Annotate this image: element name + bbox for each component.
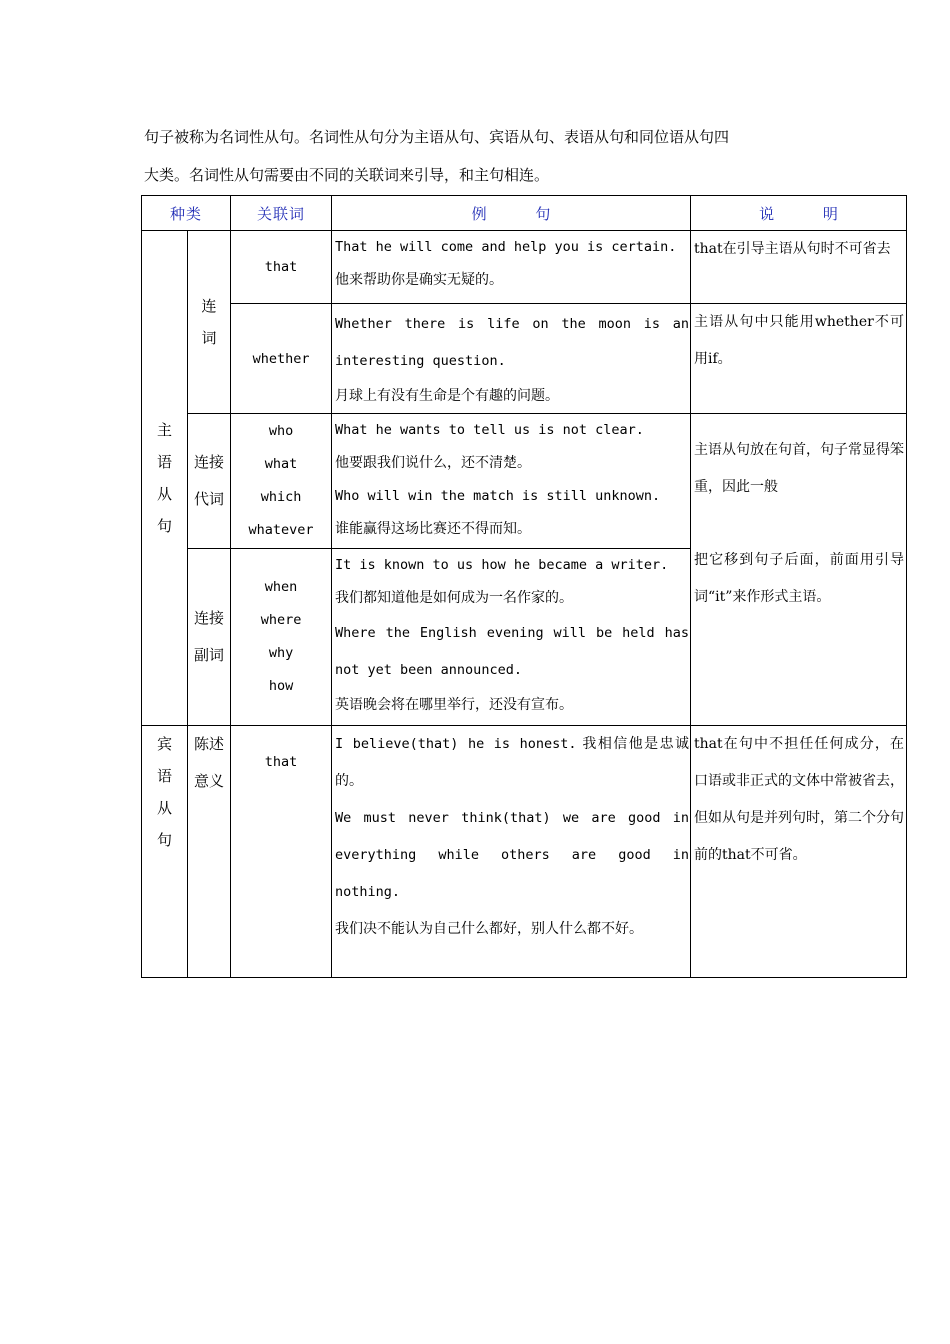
header-note: 说 明 <box>691 196 907 231</box>
object-clause-label: 宾 语 从 句 <box>142 726 188 978</box>
intro-line-2: 大类。名词性从句需要由不同的关联词来引导，和主句相连。 <box>144 166 550 184</box>
pronoun-words: who what which whatever <box>231 414 332 549</box>
example-cell: It is known to us how he became a writer. 我们都知道他是如何成为一名作家的。 Where the English evening will be held has not yet been announced. 英语晚会将在哪里举行，还没有宣布。 <box>332 549 691 726</box>
header-row <box>142 196 907 231</box>
header-type: 种类 <box>142 196 231 231</box>
table-row <box>142 726 907 978</box>
noun-clause-table <box>141 195 907 978</box>
note-cell: 主语从句中只能用whether不可用if。 <box>691 304 907 414</box>
table-row <box>142 414 907 549</box>
subject-clause-label: 主 语 从 句 <box>142 231 188 726</box>
example-cell: I believe(that) he is honest. 我相信他是忠诚的。 We must never think(that) we are good in everything while others are good in nothing. 我们决不能认为自己什么都好，别人什么都不好。 <box>332 726 691 978</box>
example-cell: What he wants to tell us is not clear. 他要跟我们说什么，还不清楚。 Who will win the match is still unknown. 谁能赢得这场比赛还不得而知。 <box>332 414 691 549</box>
adverb-label: 连接 副词 <box>188 549 231 726</box>
intro-line-1: 句子被称为名词性从句。名词性从句分为主语从句、宾语从句、表语从句和同位语从句四 <box>144 128 730 146</box>
pronoun-label: 连接 代词 <box>188 414 231 549</box>
conjunction-label: 连 词 <box>188 231 231 414</box>
word-whether: whether <box>231 304 332 414</box>
adverb-words: when where why how <box>231 549 332 726</box>
note-cell: that在引导主语从句时不可省去 <box>691 231 907 304</box>
word-that: that <box>231 231 332 304</box>
word-that-object: that <box>231 726 332 978</box>
note-cell: that在句中不担任任何成分，在口语或非正式的文体中常被省去，但如从句是并列句时，第二个分句前的that不可省。 <box>691 726 907 978</box>
example-cell: That he will come and help you is certain. 他来帮助你是确实无疑的。 <box>332 231 691 304</box>
header-example: 例 句 <box>332 196 691 231</box>
table-row <box>142 304 907 414</box>
example-cell: Whether there is life on the moon is an interesting question. 月球上有没有生命是个有趣的问题。 <box>332 304 691 414</box>
table-row <box>142 231 907 304</box>
shared-note-cell: 主语从句放在句首，句子常显得笨重，因此一般 把它移到句子后面，前面用引导词“it”来作形式主语。 <box>691 414 907 726</box>
header-word: 关联词 <box>231 196 332 231</box>
statement-label: 陈述 意义 <box>188 726 231 978</box>
